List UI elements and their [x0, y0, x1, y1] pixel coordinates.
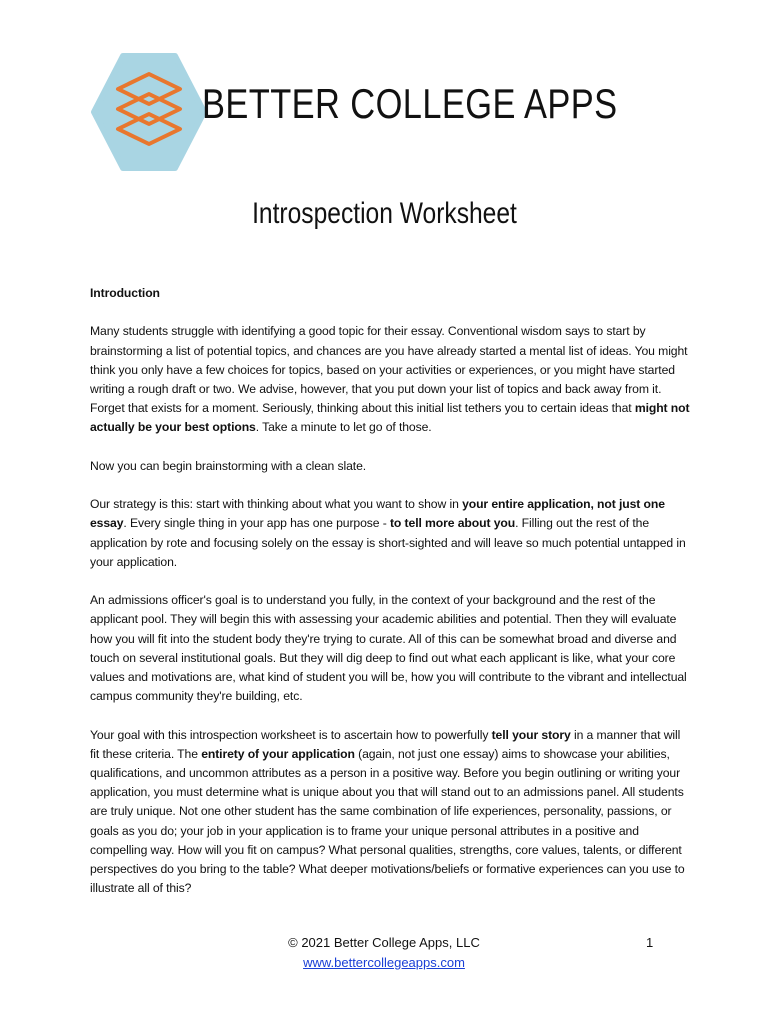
copyright-text: © 2021 Better College Apps, LLC: [288, 935, 480, 950]
page-number: 1: [646, 935, 654, 950]
brand-name: BETTER COLLEGE APPS: [202, 80, 618, 127]
section-heading: Introduction: [90, 286, 160, 300]
website-link[interactable]: www.bettercollegeapps.com: [303, 955, 465, 970]
paragraph-4: An admissions officer's goal is to understand you fully, in the context of your background and the rest of the applicant pool. They will begin this with assessing your academic abilities and potential. Then they will evaluate how you will fit into the student body they're trying to curate. All of this can be somewhat broad and diverse and touch on several institutional goals. But they will dig deep to find out what each applicant is like, what your core values and motivations are, what kind of student you will be, how you will contribute to the vibrant and intellectual campus community they're building, etc.: [90, 593, 687, 704]
logo: [90, 52, 618, 172]
page-footer: [0, 935, 768, 975]
stacked-layers-hexagon-icon: [90, 52, 208, 172]
document-body: [90, 284, 690, 918]
paragraph-2: Now you can begin brainstorming with a clean slate.: [90, 458, 367, 473]
document-title: Introspection Worksheet: [251, 197, 517, 230]
paragraph-5: Your goal with this introspection worksheet is to ascertain how to powerfully tell your story in a manner that will fit these criteria. The entirety of your application (again, not just one essay) aims to showcase your abilities, qualifications, and uncommon attributes as a person in a positive way. Before you begin outlining or writing your application, you must determine what is unique about you that will stand out to an admissions panel. All students are truly unique. Not one other student has the same combination of life experiences, personality, passions, or goals as you do; your job in your application is to frame your unique personal attributes in a positive and compelling way. How will you fit on campus? What personal qualities, strengths, core values, talents, or different perspectives do you bring to the table? What deeper motivations/beliefs or formative experiences can you use to illustrate all of this?: [90, 727, 685, 896]
paragraph-1: Many students struggle with identifying a good topic for their essay. Conventional wisdom says to start by brainstorming a list of potential topics, and chances are you have already started a mental list of ideas. You might think you only have a few choices for topics, based on your activities or experiences, or you might have started writing a rough draft or two. We advise, however, that you put down your list of topics and back away from it. Forget that exists for a moment. Seriously, thinking about this initial list tethers you to certain ideas that might not actually be your best options. Take a minute to let go of those.: [90, 324, 690, 435]
paragraph-3: Our strategy is this: start with thinking about what you want to show in your entire application, not just one essay. Every single thing in your app has one purpose - to tell more about you. Filling out the rest of the application by rote and focusing solely on the essay is short-sighted and will leave so much potential untapped in your application.: [90, 497, 686, 569]
